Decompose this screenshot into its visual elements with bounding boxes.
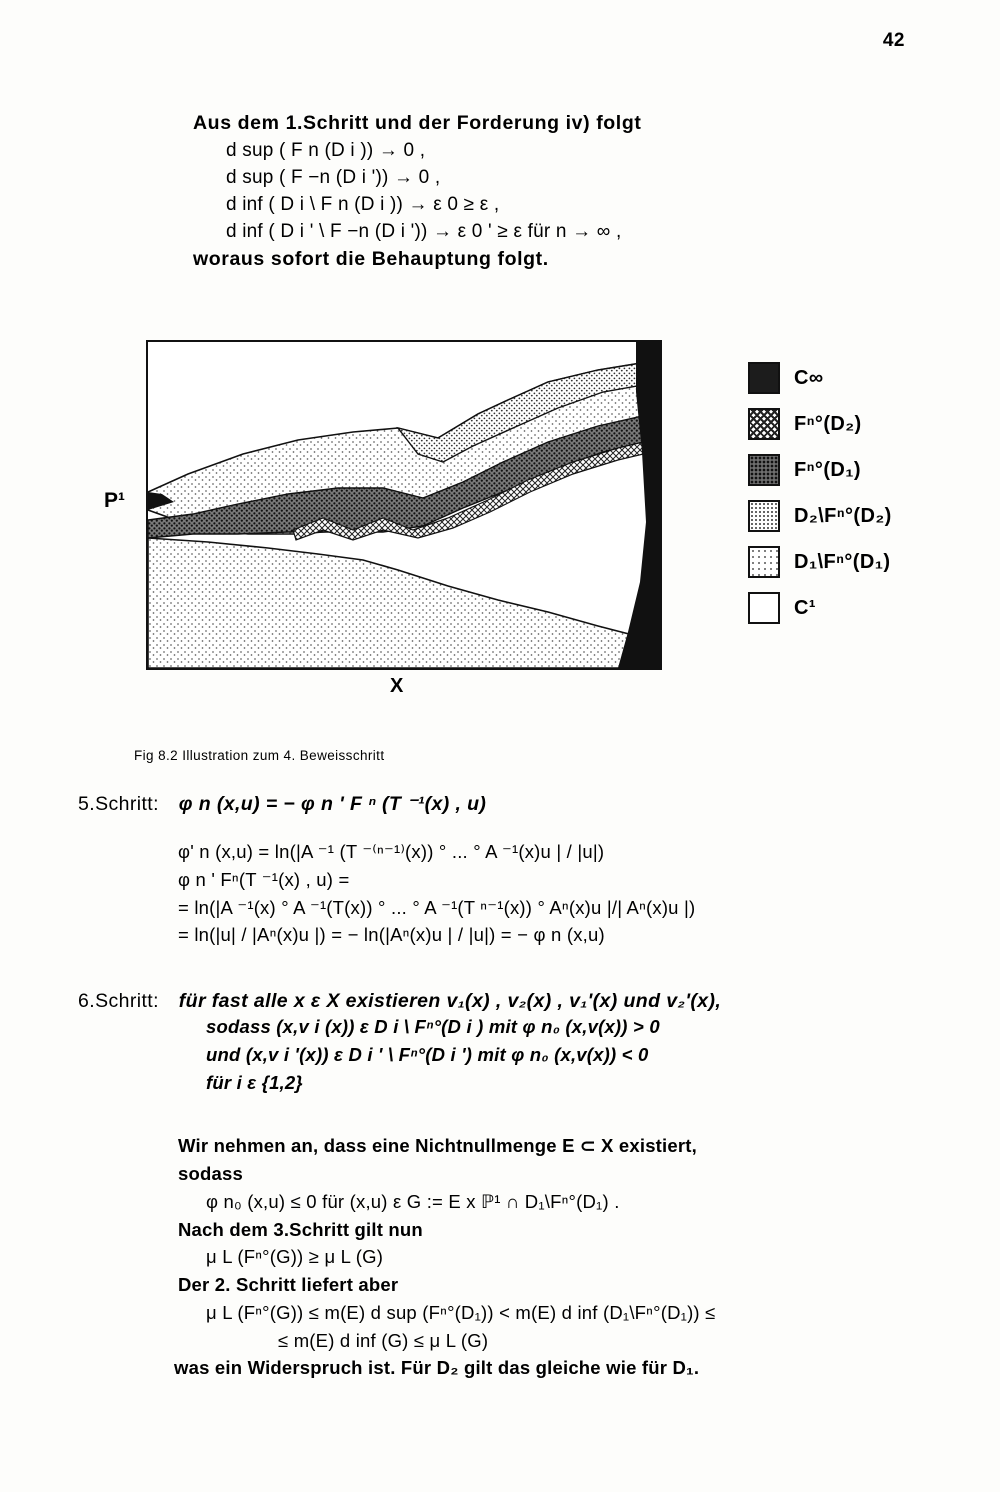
- legend-label-fno-d1: Fⁿ°(D₁): [794, 458, 861, 481]
- step-6-proof: [78, 1132, 958, 1382]
- step-6-heading: [78, 990, 958, 1013]
- step-5-heading: [78, 792, 958, 816]
- formula-3: d inf ( D i \ F n (D i )) → ε 0 ≥ ε ,: [226, 193, 500, 215]
- legend-swatch-c-one: [748, 592, 780, 624]
- section-step-6: [78, 990, 958, 1382]
- proof-line-3: φ n₀ (x,u) ≤ 0 für (x,u) ε G := E x ℙ¹ ∩ D₁\Fⁿ°(D₁) .: [206, 1190, 620, 1212]
- legend-item: [748, 355, 978, 401]
- proof-line-8: ≤ m(E) d inf (G) ≤ μ L (G): [278, 1329, 489, 1351]
- legend-swatch-d2-minus: [748, 500, 780, 532]
- formula-1: d sup ( F n (D i )) → 0 ,: [226, 139, 426, 161]
- step-6-title-1: für fast alle x ε X existieren v₁(x) , v₂(x) , v₁'(x) und v₂'(x),: [178, 990, 722, 1012]
- formula-2: d sup ( F −n (D i ')) → 0 ,: [226, 166, 441, 188]
- proof-line-7: μ L (Fⁿ°(G)) ≤ m(E) d sup (Fⁿ°(D₁)) < m(E) d inf (D₁\Fⁿ°(D₁)) ≤: [206, 1301, 716, 1323]
- step-6-label: 6.Schritt:: [78, 990, 159, 1012]
- figure-graphic: [148, 342, 660, 668]
- step-5-label: 5.Schritt:: [78, 793, 159, 815]
- legend-swatch-d1-minus: [748, 546, 780, 578]
- axis-label-x: X: [390, 675, 404, 697]
- proof-line-5: μ L (Fⁿ°(G)) ≥ μ L (G): [206, 1246, 384, 1268]
- step-6-title-4: für i ε {1,2}: [206, 1071, 303, 1093]
- figure-8-2: [146, 340, 662, 670]
- figure-frame: [146, 340, 662, 670]
- intro-block: [193, 110, 913, 273]
- step-5-line-2: φ n ' Fⁿ(T ⁻¹(x) , u) =: [178, 868, 350, 890]
- legend-label-fno-d2: Fⁿ°(D₂): [794, 412, 862, 435]
- legend-item: [748, 401, 978, 447]
- section-step-5: [78, 792, 958, 949]
- proof-line-6: Der 2. Schritt liefert aber: [178, 1274, 399, 1295]
- step-5-line-1: φ' n (x,u) = ln(|A ⁻¹ (T ⁻⁽ⁿ⁻¹⁾(x)) ° ... ° A ⁻¹(x)u | / |u|): [178, 841, 605, 862]
- step-5-title: φ n (x,u) = − φ n ' F ⁿ (T ⁻¹(x) , u): [178, 793, 487, 815]
- legend-swatch-c-infinity: [748, 362, 780, 394]
- intro-line-2: woraus sofort die Behauptung folgt.: [193, 247, 549, 270]
- step-5-line-4: = ln(|u| / |Aⁿ(x)u |) = − ln(|Aⁿ(x)u | / |u|) = − φ n (x,u): [178, 924, 605, 946]
- legend-item: [748, 493, 978, 539]
- proof-line-2: sodass: [178, 1163, 243, 1184]
- formula-4: d inf ( D i ' \ F −n (D i ')) → ε 0 ' ≥ ε für n → ∞ ,: [226, 220, 622, 242]
- figure-caption: Fig 8.2 Illustration zum 4. Beweisschritt: [134, 748, 385, 763]
- legend-item: [748, 585, 978, 631]
- legend-item: [748, 447, 978, 493]
- step-6-title-2: sodass (x,v i (x)) ε D i \ Fⁿ°(D i ) mit φ n₀ (x,v(x)) > 0: [206, 1016, 660, 1037]
- proof-line-9: was ein Widerspruch ist. Für D₂ gilt das gleiche wie für D₁.: [174, 1357, 700, 1379]
- legend-label-d2-minus: D₂\Fⁿ°(D₂): [794, 504, 892, 527]
- figure-legend: [748, 355, 978, 631]
- step-6-title-3: und (x,v i '(x)) ε D i ' \ Fⁿ°(D i ') mit φ n₀ (x,v(x)) < 0: [206, 1043, 649, 1065]
- step-5-line-3: = ln(|A ⁻¹(x) ° A ⁻¹(T(x)) ° ... ° A ⁻¹(T ⁿ⁻¹(x)) ° Aⁿ(x)u |/| Aⁿ(x)u |): [178, 896, 696, 918]
- step-5-formulas: [78, 838, 958, 949]
- legend-item: [748, 539, 978, 585]
- legend-label-c-infinity: C∞: [794, 366, 824, 389]
- legend-label-c-one: C¹: [794, 596, 816, 619]
- page-number: 42: [882, 30, 905, 51]
- intro-line-1: Aus dem 1.Schritt und der Forderung iv) folgt: [193, 112, 642, 134]
- proof-line-4: Nach dem 3.Schritt gilt nun: [178, 1218, 423, 1240]
- axis-label-p1: P¹: [104, 489, 125, 512]
- legend-swatch-fno-d2: [748, 408, 780, 440]
- proof-line-1: Wir nehmen an, dass eine Nichtnullmenge E ⊂ X existiert,: [178, 1135, 697, 1157]
- legend-swatch-fno-d1: [748, 454, 780, 486]
- legend-label-d1-minus: D₁\Fⁿ°(D₁): [794, 550, 891, 573]
